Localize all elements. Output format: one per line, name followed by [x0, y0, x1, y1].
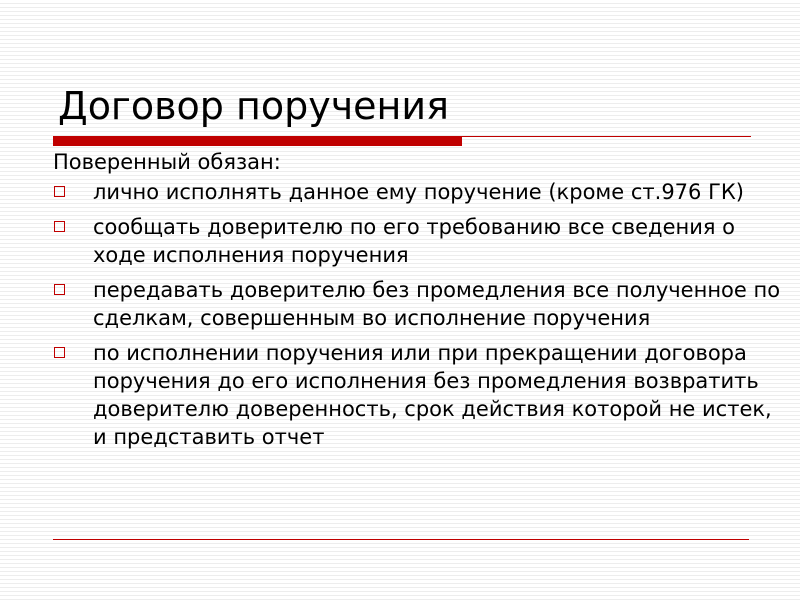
- bullet-text: лично исполнять данное ему поручение (кроме ст.976 ГК): [93, 180, 744, 204]
- bullet-item: [53, 178, 788, 206]
- slide-content: [53, 148, 788, 458]
- bullet-list: [53, 178, 788, 451]
- square-bullet-icon: [54, 221, 65, 232]
- intro-text: Поверенный обязан:: [53, 150, 281, 174]
- bullet-text: сообщать доверителю по его требованию все сведения о ходе исполнения поручения: [93, 215, 736, 267]
- bullet-item: [53, 276, 788, 332]
- bullet-text: передавать доверителю без промедления все полученное по сделкам, совершенным во исполнение поручения: [93, 278, 781, 330]
- footer-divider: [53, 539, 749, 540]
- bullet-item: [53, 339, 788, 451]
- slide-title: Договор поручения: [58, 84, 449, 128]
- bullet-item: [53, 213, 788, 269]
- square-bullet-icon: [54, 186, 65, 197]
- square-bullet-icon: [54, 284, 65, 295]
- square-bullet-icon: [54, 347, 65, 358]
- title-accent-bar: [53, 137, 462, 146]
- bullet-text: по исполнении поручения или при прекращении договора поручения до его исполнения без промедления возвратить доверителю доверенность, срок действия которой не истек, и представить отчет: [93, 341, 772, 449]
